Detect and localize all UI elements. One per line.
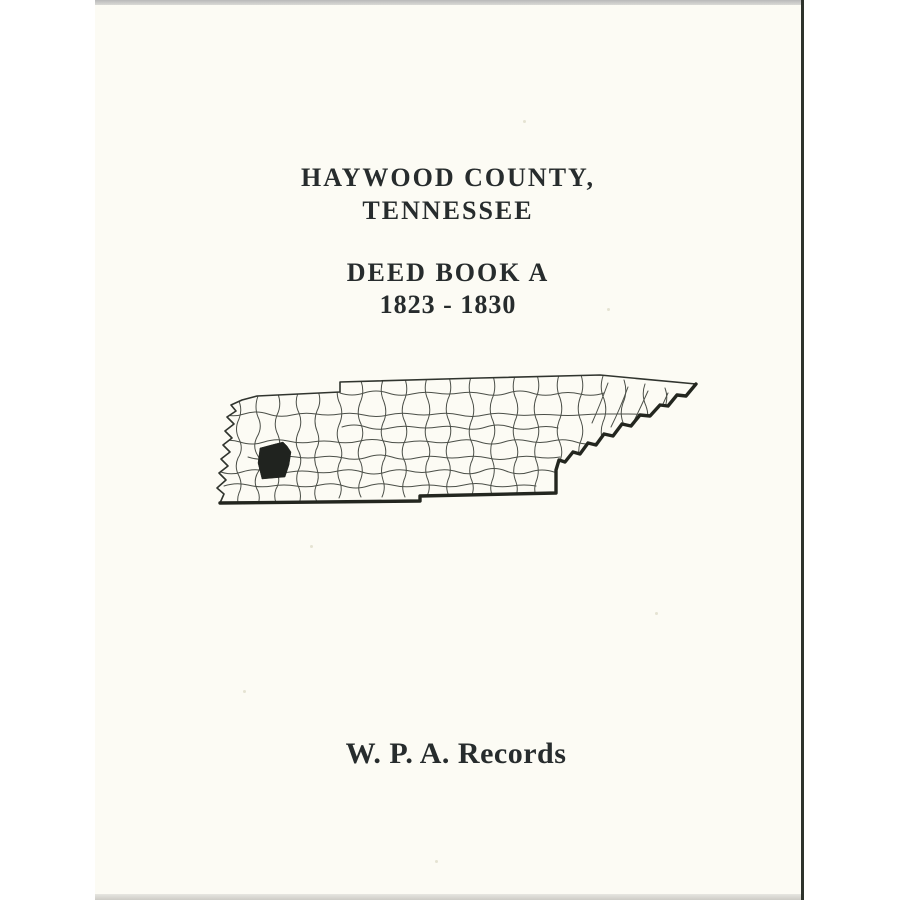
publisher-line: W. P. A. Records: [345, 737, 567, 770]
book-title: [95, 161, 801, 227]
subtitle-line-book: DEED BOOK A: [346, 258, 550, 287]
scan-top-edge: [95, 0, 801, 5]
scan-speckle: [310, 545, 313, 548]
scan-bottom-edge: [95, 894, 801, 900]
scan-speckle: [523, 120, 526, 123]
scan-speckle: [655, 612, 658, 615]
haywood-county-highlight: [258, 442, 291, 479]
scan-speckle: [607, 308, 610, 311]
book-cover-page: [95, 0, 804, 900]
title-line-county: HAYWOOD COUNTY,: [301, 163, 595, 192]
scan-speckle: [243, 690, 246, 693]
state-outline: [217, 375, 696, 503]
title-line-state: TENNESSEE: [362, 196, 534, 225]
tennessee-map-svg: [212, 367, 702, 512]
book-subtitle: [95, 257, 801, 321]
tennessee-county-map: [212, 367, 702, 512]
scan-speckle: [435, 860, 438, 863]
subtitle-line-years: 1823 - 1830: [379, 290, 517, 319]
